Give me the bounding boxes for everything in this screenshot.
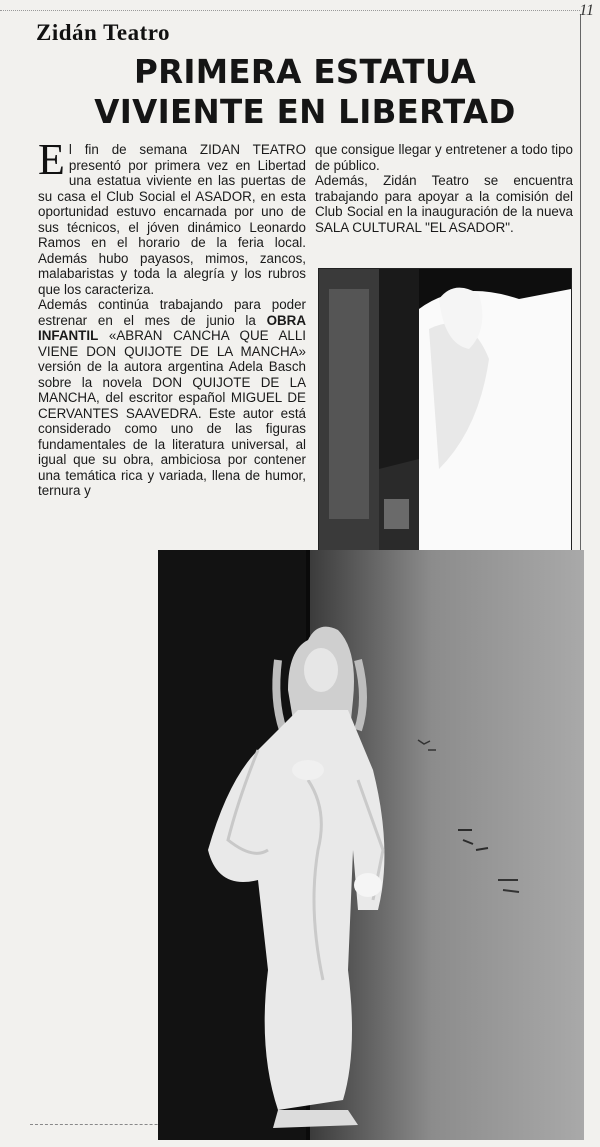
paragraph-1-text: l fin de semana ZIDAN TEATRO presentó por primera vez en Libertad una estatua viviente en las puertas de su casa el Club Social el ASADOR, en esta oportunidad estuvo encarnada por uno de sus técnicos, el jóven dinámico Leonardo Ramos en el horario de la feria local. Además hubo payasos, mimos, zancos, malabaristas y toda la alegría y los rubros que los caracteriza.: [38, 142, 306, 297]
article-column-1: [38, 142, 306, 566]
photo-living-statue-graphic: [158, 550, 584, 1140]
photo-statue-detail: [318, 268, 572, 552]
column-2-paragraph-1: que consigue llegar y entretener a todo tipo de público.: [315, 142, 573, 173]
paragraph-2-text-a: Además continúa trabajando para poder estrenar en el mes de junio la: [38, 297, 306, 328]
paragraph-1: [38, 142, 306, 297]
headline-line-2: VIVIENTE EN LIBERTAD: [94, 93, 516, 131]
drop-cap: E: [38, 142, 65, 184]
paragraph-2: [38, 297, 306, 499]
paragraph-2-bold: OBRA INFANTIL: [38, 312, 306, 343]
top-dotted-rule: [0, 10, 580, 11]
photo-statue-detail-graphic: [319, 269, 571, 551]
photo-living-statue: [158, 550, 584, 1140]
headline-line-1: PRIMERA ESTATUA: [133, 53, 477, 91]
headline: [30, 52, 580, 132]
section-kicker: Zidán Teatro: [36, 20, 171, 45]
page-number: 11: [579, 2, 594, 19]
column-2-paragraph-2: Además, Zidán Teatro se encuentra trabajando para apoyar a la comisión del Club Social en la inauguración de la nueva SALA CULTURAL "EL ASADOR".: [315, 173, 573, 235]
paragraph-2-text-b: «ABRAN CANCHA QUE ALLI VIENE DON QUIJOTE DE LA MANCHA» versión de la autora argentina Adela Basch sobre la novela DON QUIJOTE DE LA MANCHA, del escritor español MIGUEL DE CERVANTES SAAVEDRA. Este autor está considerado como uno de las figuras fundamentales de la literatura universal, al igual que su obra, ambiciosa por contener una temática rica y variada, llena de humor, ternura y: [38, 328, 306, 498]
article-column-2: [315, 142, 573, 235]
